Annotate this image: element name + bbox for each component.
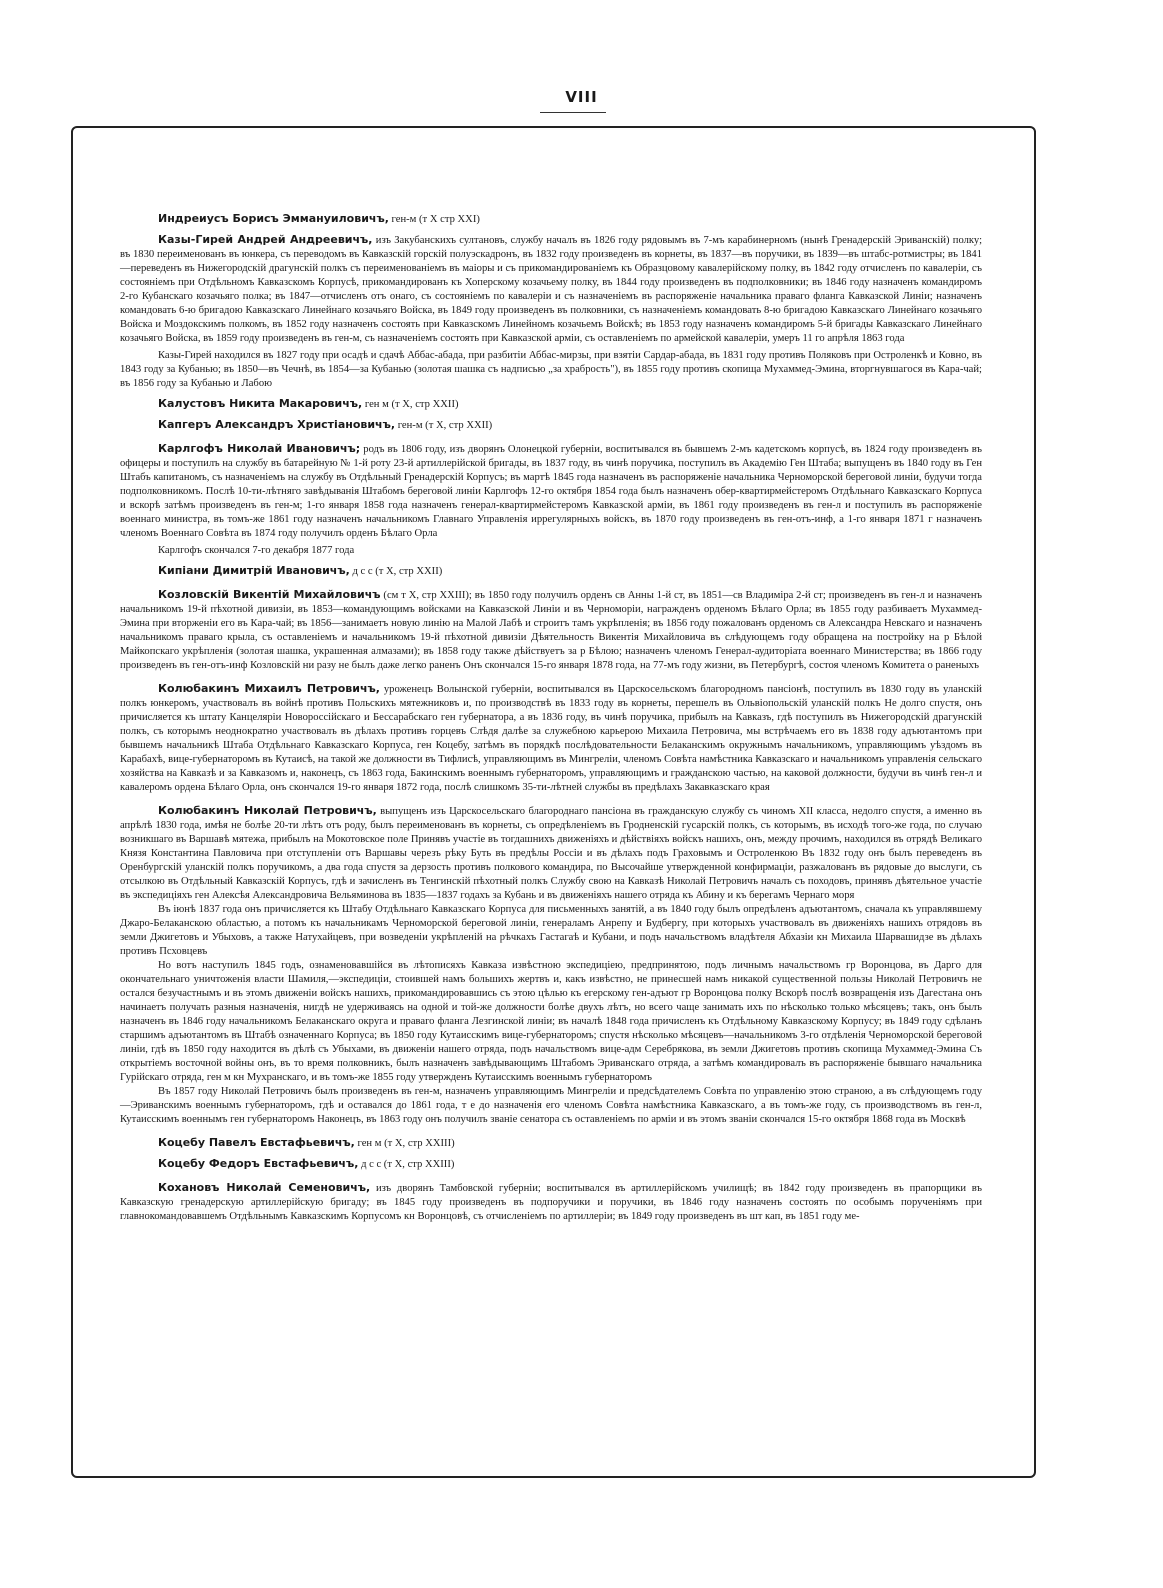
entry-paragraph: Но вотъ наступилъ 1845 годъ, ознаменовавшійся въ лѣтописяхъ Кавказа извѣстною экспедиціею, предпринятою, подъ личнымъ начальствомъ гр Воронцова, въ Даргo для окончательнаго уничтоженія власти Шамиля,—экспедиціи, стоившей намъ большихъ жертвъ и, какъ извѣстно, не принесшей намъ никакой существенной пользы Николай Петровичъ не остался безучастнымъ и въ этомъ движеніи войскъ нашихъ, прикомандировавшись съ этою цѣлью къ егерскому ген-адъют гр Воронцова полку Вскорѣ послѣ возвращенія изъ Дагестана онъ начинаетъ получать разныя назначенія, нигдѣ не удерживаясь на одной и той-же должности болѣе двухъ лѣтъ, но всего чаще занимать ихъ по нѣсколько только мѣсяцевъ; такъ, онъ былъ назначенъ въ 1846 году начальникомъ Белаканскаго округа и праваго фланга Лезгинской линіи; въ началѣ 1848 года причисленъ къ Отдѣльному Кавказскому Корпусу; въ 1849 году сдѣланъ старшимъ адъютантомъ въ Штабѣ означеннаго Корпуса; въ 1850 году Кутаисскимъ вице-губернаторомъ; спустя нѣсколько мѣсяцевъ—начальникомъ 3-го отдѣленія Черноморской береговой линіи, гдѣ въ 1850 году находится въ дѣлѣ съ Убыхами, въ движеніи нашего отряда, подъ начальствомъ вице-адм Серебрякова, въ земли Джигетовъ противъ скопища Мухаммед-Эмина Съ открытіемъ восточной войны онъ, въ то время полковникъ, былъ назначенъ завѣдывающимъ Штабомъ Эриванскаго отряда, а затѣмъ командировалъ въ распоряженіе бывшаго начальника Гурійскаго отряда, ген м кн Мухранскаго, и въ томъ-же 1855 году утвержденъ Кутаисскимъ военнымъ губернаторомъ — [120, 960, 982, 1083]
entry-name: Капгеръ Александръ Христіановичъ, — [158, 418, 396, 431]
entry-text: уроженецъ Волынской губерніи, воспитывался въ Царскосельскомъ благородномъ пансіонѣ, поступилъ въ 1830 году въ уланскій полкъ юнкеромъ, участвовалъ въ войнѣ противъ Польскихъ мятежниковъ и, по производствѣ въ 1833 году въ корнеты, перешелъ въ Ольвіопольскій уланскій полкъ Не долго спустя, онъ причисляется къ штату Канцеляріи Новороссійскаго и Бессарабскаго ген губернатора, а въ 1836 году, въ чинѣ поручика, прибылъ на Кавказъ, гдѣ поступилъ въ Нижегородскій драгунскій полкъ, съ которымъ неоднократно участвовалъ въ дѣлахъ противъ горцевъ Слѣдя далѣе за служебною карьерою Михаила Петровича, мы встрѣчаемъ его въ 1838 году адъютантомъ при бывшемъ начальникѣ Штаба Отдѣльнаго Кавказскаго Корпуса, ген Коцебу, затѣмъ въ порядкѣ послѣдовательности Белаканскимъ окружнымъ начальникомъ, управляющимъ уѣздомъ въ Карабахѣ, вице-губернаторомъ въ Кутаисѣ, на такой же должности въ Тифлисѣ, управляющимъ въ Мингреліи, членомъ Совѣта намѣстника Кавказскаго и начальникомъ управленія сельскаго хозяйства на Кавказѣ и за Кавказомъ и, наконецъ, съ 1863 года, Бакинскимъ военнымъ губернаторомъ, управляющимъ и гражданскою частью, на каковой должности, будучи въ чинѣ ген-л и кавалеромъ ордена Бѣлаго Орла, онъ скончался 19-го января 1872 года, послѣ слишкомъ 35-ти-лѣтней службы въ предѣлахъ Закавказскаго края — [120, 684, 982, 793]
entry-khanov — [120, 1181, 982, 1224]
page-number: VIII — [565, 88, 598, 106]
entry-indreius — [120, 212, 982, 227]
page-number-underline — [540, 112, 606, 113]
entry-kipiani — [120, 564, 982, 579]
entry-text: ген м (т X, стр XXIII) — [354, 1138, 455, 1149]
entry-kotsebu-pavel — [120, 1136, 982, 1151]
entry-name: Карлгофъ Николай Ивановичъ; — [158, 442, 361, 455]
document-body — [120, 212, 982, 1233]
entry-name: Колюбакинъ Михаилъ Петровичъ, — [158, 682, 380, 695]
entry-karlgof — [120, 442, 982, 541]
entry-text: ген м (т X, стр XXII) — [362, 399, 459, 410]
entry-kotsebu-fedor — [120, 1157, 982, 1172]
entry-name: Казы-Гирей Андрей Андреевичъ, — [158, 233, 373, 246]
entry-kolyubakin-mikhail — [120, 682, 982, 795]
entry-text: д с с (т X, стр XXIII) — [358, 1159, 455, 1170]
entry-name: Коцебу Федоръ Евстафьевичъ, — [158, 1157, 359, 1170]
entry-note: Казы-Гирей находился въ 1827 году при осадѣ и сдачѣ Аббас-абада, при разбитіи Аббас-мирзы, при взятіи Сардар-абада, въ 1831 году противъ Поляковъ при Остроленкѣ и Ковно, въ 1843 году за Кубанью; въ 1850—въ Чечнѣ, въ 1854—за Кубанью (золотая шашка съ надписью „за храбрость"), въ 1855 году противъ скопища Мухаммед-Эмина, вторгнувшагося въ Кара-чай; въ 1856 году за Кубанью и Лабою — [120, 350, 982, 389]
entry-text: (см т X, стр XXIII); въ 1850 году получилъ орденъ св Анны 1-й ст, въ 1851—св Владиміра 2-й ст; произведенъ въ ген-л и назначенъ начальникомъ 19-й пѣхотной дивизіи, въ 1853—командующимъ войсками на Кавказской Линіи и въ Черноморіи, награжденъ орденомъ Бѣлаго Орла; въ 1855 году разбиваетъ Мухаммед-Эмина при вторженіи его въ Кара-чай; въ 1856—занимаетъ новую линію на Малой Лабѣ и строитъ тамъ укрѣпленія; въ 1856 году пожалованъ орденомъ св Александра Невскаго и назначенъ начальникомъ праваго крыла, съ оставленіемъ и начальникомъ 19-й пѣхотной дивизіи Дѣятельность Викентія Михайловича въ слѣдующемъ году обращена на постройку на р Бѣлой Майкопскаго укрѣпленія (золотая шашка, украшенная алмазами); въ 1858 году также дѣйствуетъ за р Бѣлою; назначенъ членомъ Генерал-аудиторіата военнаго Министерства; въ 1866 году произведенъ въ ген-отъ-инф Козловскій ни разу не былъ даже легко раненъ Онъ скончался 15-го января 1878 года, на 77-мъ году жизни, въ Петербургѣ, состоя членомъ Комитета о раненыхъ — [120, 590, 982, 671]
entry-text: д с с (т X, стр XXII) — [349, 566, 443, 577]
entry-name: Индреиусъ Борисъ Эммануиловичъ, — [158, 212, 389, 225]
entry-text: ген-м (т X, стр XXII) — [395, 420, 493, 431]
entry-kapger — [120, 418, 982, 433]
entry-text: изъ Закубанскихъ султановъ, службу началъ въ 1826 году рядовымъ въ 7-мъ карабинерномъ (нынѣ Гренадерскій Эриванскій) полку; въ 1830 переименованъ въ юнкера, съ переводомъ въ Кавказскій горскій полуэскадронъ, въ 1832 году произведенъ въ корнеты, въ 1837—въ поручики, въ 1839—въ штабс-ротмистры; въ 1841—переведенъ въ Нижегородскій драгунскій полкъ съ переименованіемъ въ маіоры и съ прикомандированіемъ къ Образцовому кавалерійскому полку, въ 1842 году отчисленъ по кавалеріи, съ состояніемъ при Отдѣльномъ Кавказскомъ Корпусѣ, прикомандированъ къ Хоперскому козачьему полку, въ 1844 году произведенъ въ подполковники; въ 1846 году назначенъ командиромъ 2-го Кубанскаго козачьяго полка; въ 1847—отчисленъ отъ онаго, съ состояніемъ по кавалеріи и съ назначеніемъ въ распоряженіе начальника праваго фланга Кавказской Линіи; назначенъ командовать 6-ю бригадою Кавказскаго Линейнаго козачьяго Войска, въ 1849 году произведенъ въ полковники, съ назначеніемъ командовать 8-ю бригадою Кавказскаго Линейнаго козачьяго Войска и Моздокскимъ полкомъ, въ 1852 году назначенъ состоять при Кавказскомъ Линейномъ козачьемъ Войскѣ; въ 1853 году назначенъ командиромъ 5-й бригады Кавказскаго Линейнаго козачьяго Войска, въ 1859 году произведенъ въ ген-м, съ назначеніемъ состоять при Кавказской арміи, съ оставленіемъ по армейской кавалеріи, умеръ 11 го апрѣля 1863 года — [120, 235, 983, 344]
entry-kolyubakin-nikolai — [120, 804, 982, 903]
entry-kozlovsky — [120, 588, 982, 673]
entry-text: выпущенъ изъ Царскосельскаго благороднаго пансіона въ гражданскую службу съ чиномъ XII класса, недолго спустя, а именно въ апрѣлѣ 1830 года, имѣя не болѣе 20-ти лѣтъ отъ роду, былъ переименованъ въ корнеты, съ опредѣленіемъ въ Гродненскій гусарскій полкъ, съ которымъ, въ исходѣ того-же года, по случаю возникшаго въ Варшавѣ мятежа, прибылъ на Мокотовское поле Принявъ участіе въ тогдашнихъ движеніяхъ и дѣйствіяхъ войскъ нашихъ, онъ, между прочимъ, находился въ отрядѣ Великаго Князя Константина Павловича при отступленіи отъ Варшавы черезъ рѣку Буть въ предѣлы Россіи и въ дѣлахъ подъ Граховымъ и Остроленкою Въ 1832 году онъ былъ переведенъ въ Оренбургскій уланскій полкъ поручикомъ, а два года спустя за дерзость противъ полкового командира, по Высочайше утвержденной конфирмаціи, разжалованъ въ рядовые до выслуги, съ отсылкою въ Отдѣльный Кавказскій Корпусъ, гдѣ и зачисленъ въ Тенгинскій пѣхотный полкъ Службу свою на Кавказѣ Николай Петровичъ началъ съ походовъ, принявъ дѣятельное участіе въ экспедиціяхъ ген Алексѣя Александровича Вельяминова въ 1835—1837 годахъ за Кубань и въ движеніяхъ нашего отряда къ Абину и къ берегамъ Чернаго моря — [120, 806, 982, 901]
entry-text: ген-м (т X стр XXI) — [388, 214, 480, 225]
entry-kazy-girey — [120, 233, 982, 346]
entry-name: Калустовъ Никита Макаровичъ, — [158, 397, 363, 410]
entry-name: Козловскій Викентій Михайловичъ — [158, 588, 381, 601]
entry-note: Карлгофъ скончался 7-го декабря 1877 года — [158, 545, 355, 556]
entry-name: Коцебу Павелъ Евстафьевичъ, — [158, 1136, 355, 1149]
entry-paragraph: Въ 1857 году Николай Петровичъ былъ произведенъ въ ген-м, назначенъ управляющимъ Мингреліи и предсѣдателемъ Совѣта по управленію этою страною, а въ слѣдующемъ году—Эриванскимъ военнымъ губернаторомъ, гдѣ и оставался до 1861 года, т е до назначенія его членомъ Совѣта намѣстника Кавказскаго, а въ томъ-же году, съ производствомъ въ ген-л, Кутаисскимъ военнымъ ген губернаторомъ Наконецъ, въ 1863 году онъ получилъ званіе сенатора съ оставленіемъ по арміи и въ этомъ званіи скончался 15-го октября 1868 года въ Москвѣ — [120, 1086, 982, 1125]
entry-text: изъ дворянъ Тамбовской губерніи; воспитывался въ артиллерійскомъ училищѣ; въ 1842 году произведенъ въ прапорщики въ Кавказскую гренадерскую артиллерійскую бригаду; въ 1845 году произведенъ въ подпоручики и поручики, въ 1846 году назначенъ состоять по особымъ порученіямъ при главнокомандовавшемъ Отдѣльнымъ Кавказскимъ Корпусомъ кн Воронцовѣ, съ отчисленіемъ по артиллеріи; въ 1849 году произведенъ въ шт кап, въ 1851 году ме- — [120, 1183, 982, 1222]
entry-name: Кипіани Димитрій Ивановичъ, — [158, 564, 350, 577]
entry-text: родъ въ 1806 году, изъ дворянъ Олонецкой губерніи, воспитывался въ бывшемъ 2-мъ кадетскомъ корпусѣ, въ 1824 году произведенъ въ офицеры и поступилъ на службу въ батарейную № 1-й роту 23-й артиллерійской бригады, въ 1837 году, въ чинѣ поручика, поступилъ въ Академію Ген Штаба; выпущенъ въ 1840 году въ Ген Штабъ капитаномъ, съ назначеніемъ на службу въ Отдѣльный Гренадерскій Корпусъ; въ мартѣ 1845 года назначенъ въ распоряженіе начальника Черноморской береговой линіи, будучи тогда подполковникомъ. Послѣ 10-ти-лѣтняго завѣдыванія Штабомъ береговой линіи Карлгофъ 12-го октября 1854 года былъ назначенъ обер-квартирмейстеромъ Отдѣльнаго Кавказскаго Корпуса и вскорѣ затѣмъ произведенъ въ ген-м; 1-го января 1858 года назначенъ генерал-квартирмейстеромъ Кавказской арміи, въ 1861 году произведенъ въ ген-л и поступилъ въ распоряженіе военнаго министра, въ томъ-же 1861 году назначенъ начальникомъ Главнаго Управленія иррегулярныхъ войскъ, въ 1870 году произведенъ въ ген-отъ-инф, а 1-го января 1871 г назначенъ членомъ Военнаго Совѣта въ 1874 году получилъ орденъ Бѣлаго Орла — [120, 444, 982, 539]
entry-name: Кохановъ Николай Семеновичъ, — [158, 1181, 371, 1194]
entry-name: Колюбакинъ Николай Петровичъ, — [158, 804, 377, 817]
entry-kalustov — [120, 397, 982, 412]
entry-paragraph: Въ іюнѣ 1837 года онъ причисляется къ Штабу Отдѣльнаго Кавказскаго Корпуса для письменныхъ занятій, а въ 1840 году былъ опредѣленъ адъютантомъ, сначала къ управлявшему Джаро-Белаканскою областью, а потомъ къ начальникамъ Черноморской береговой линіи, генераламъ Анрепу и Будбергу, при которыхъ участвовалъ въ движеніяхъ нашихъ отрядовъ въ земли Джигетовъ и Убыховъ, а также Натухайцевъ, при возведеніи укрѣпленій на рѣчкахъ Гастагаѣ и Кубани, и подъ начальствомъ владѣтеля Абхазіи кн Михаила Шарвашидзе въ дѣлахъ противъ Псховцевъ — [120, 904, 982, 957]
